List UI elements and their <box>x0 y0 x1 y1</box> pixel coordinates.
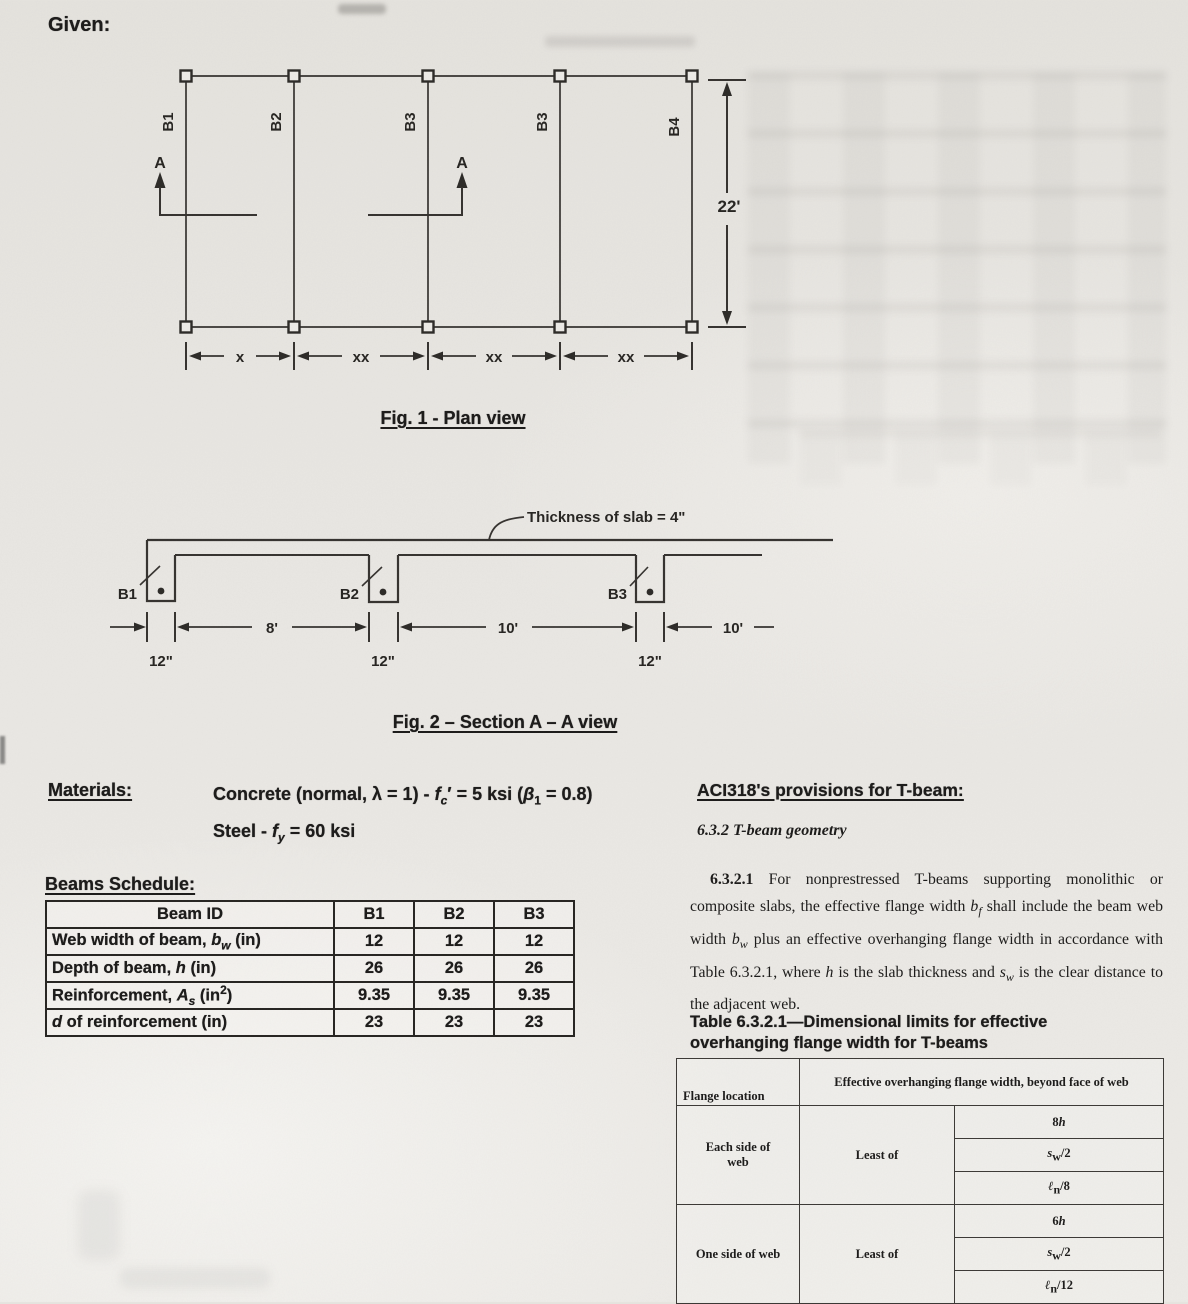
section-marker-a: A <box>456 155 468 172</box>
table-row-d <box>46 1009 574 1036</box>
col-header-b2: B2 <box>414 901 494 928</box>
row-label: Depth of beam, h (in) <box>46 955 334 982</box>
cell-value: 26 <box>334 955 414 982</box>
thickness-callout <box>489 509 685 540</box>
beam-label-b4: B4 <box>666 117 683 137</box>
fy-value: = 60 ksi <box>284 820 356 841</box>
row-label: Reinforcement, $A_s$ $(in^2)$ <box>46 982 334 1009</box>
thickness-note: Thickness of slab = 4" <box>527 509 686 526</box>
cell-value: 12 <box>334 928 414 955</box>
limit-sw2: $s_w/2$ <box>955 1238 1164 1271</box>
aci-row-one-side-1 <box>677 1205 1164 1238</box>
scan-artifact <box>800 430 1160 486</box>
fy-subscript: y <box>278 830 285 845</box>
aci-section-title: 6.3.2 T-beam geometry <box>697 822 847 839</box>
section-cut-left <box>154 155 257 215</box>
aci-table-caption <box>690 1012 1047 1054</box>
plan-height-dimension <box>708 80 746 327</box>
cell-value: 9.35 <box>334 982 414 1009</box>
table-row-web-width <box>46 928 574 955</box>
row-label: d of reinforcement (in) <box>46 1009 334 1036</box>
dim-label-x: x <box>235 349 245 366</box>
fy-symbol: f <box>272 820 279 841</box>
scan-artifact <box>748 72 1166 464</box>
materials-block <box>213 779 593 852</box>
section-dimensions <box>110 612 774 670</box>
aci-row-each-side-1 <box>677 1106 1164 1139</box>
concrete-text: Concrete (normal, λ = 1) - <box>213 784 435 804</box>
scan-artifact <box>0 736 5 764</box>
beam-label-b1: B1 <box>117 586 137 603</box>
beam-label-b3b: B3 <box>534 112 551 132</box>
cell-value: 23 <box>414 1009 494 1036</box>
scan-artifact <box>338 4 386 14</box>
fc-value: ′ = 5 ksi ( <box>447 784 524 804</box>
beam-label-b2: B2 <box>339 586 359 603</box>
aci-table-6321 <box>676 1058 1164 1304</box>
cell-value: 23 <box>494 1009 574 1036</box>
limit-8h: 8h <box>955 1106 1164 1139</box>
flange-location-header: Flange location <box>677 1059 800 1106</box>
caption-line-2: overhanging flange width for T-beams <box>690 1034 988 1052</box>
beam-id-header: Beam ID <box>46 901 334 928</box>
col-header-b3: B3 <box>494 901 574 928</box>
dim-label-10ft-right: 10' <box>722 620 744 637</box>
dim-label-12in-b1: 12" <box>149 653 173 670</box>
dim-label-8ft: 8' <box>266 620 278 637</box>
cell-value: 12 <box>414 928 494 955</box>
cell-value: 26 <box>494 955 574 982</box>
plan-beam-labels <box>160 112 683 136</box>
table-row-depth <box>46 955 574 982</box>
cell-value: 26 <box>414 955 494 982</box>
cell-value: 9.35 <box>494 982 574 1009</box>
location-one-side: One side of web <box>677 1205 800 1304</box>
col-header-b1: B1 <box>334 901 414 928</box>
section-marker-a: A <box>154 155 166 172</box>
beams-schedule-table <box>45 900 575 1037</box>
materials-steel-line <box>213 816 593 853</box>
beam-label-b3: B3 <box>607 586 627 603</box>
beams-schedule-heading: Beams Schedule: <box>45 874 196 894</box>
fc-symbol: f <box>434 784 441 804</box>
fig2-caption: Fig. 2 – Section A – A view <box>392 712 618 732</box>
dim-label-xx3: xx <box>617 349 635 366</box>
scan-artifact <box>120 1268 270 1288</box>
section-cut-right <box>368 155 468 215</box>
dim-label-10ft: 10' <box>497 620 519 637</box>
aci-table-header-row <box>677 1059 1164 1106</box>
plan-span-dimensions <box>186 342 692 370</box>
aci-paragraph: 6.3.2.1 For nonprestressed T-beams supporting monolithic or composite slabs, the effective flange width $b_f$ shall include the beam web width $b_w$ plus an effective overhanging flange width in accordance with Table 6.3.2.1, where h is the slab thickness and $s_w$ is the clear distance to the adjacent web. <box>690 871 1163 1014</box>
materials-concrete-line <box>213 779 593 816</box>
dim-label-xx1: xx <box>352 349 370 366</box>
limit-ln8: ℓ$_n$/8 <box>955 1172 1164 1205</box>
limit-sw2: $s_w/2$ <box>955 1139 1164 1172</box>
table-header-row <box>46 901 574 928</box>
scan-artifact <box>545 36 695 47</box>
limit-ln12: ℓ$_n$/12 <box>955 1271 1164 1304</box>
clause-number: 6.3.2.1 <box>710 871 769 888</box>
caption-line-1: Table 6.3.2.1—Dimensional limits for effective <box>690 1013 1048 1031</box>
limit-6h: 6h <box>955 1205 1164 1238</box>
location-each-side: Each side of web <box>677 1106 800 1205</box>
beam-label-b3: B3 <box>402 112 419 132</box>
aci-heading: ACI318's provisions for T-beam: <box>697 780 964 800</box>
fig1-plan-drawing <box>140 60 760 380</box>
fig2-section-drawing <box>40 495 890 685</box>
dim-label-12in-b3: 12" <box>638 653 662 670</box>
given-label: Given: <box>48 14 111 36</box>
rule-least-of: Least of <box>800 1205 955 1304</box>
scan-artifact <box>78 1190 120 1260</box>
table-row-reinforcement <box>46 982 574 1009</box>
beta-symbol: β <box>523 784 535 804</box>
plan-beam-lines <box>186 76 692 327</box>
materials-heading: Materials: <box>48 780 133 800</box>
dim-label-12in-b2: 12" <box>371 653 395 670</box>
rebar-dot <box>158 588 165 595</box>
plan-columns <box>181 71 698 333</box>
fig1-caption: Fig. 1 - Plan view <box>380 408 526 428</box>
steel-text: Steel - <box>213 820 273 841</box>
section-beam-labels <box>118 566 648 603</box>
beta-subscript: 1 <box>534 793 541 808</box>
rebar-dot <box>647 589 654 596</box>
dim-label-xx2: xx <box>485 349 503 366</box>
section-slab-and-stems <box>147 540 833 602</box>
rule-least-of: Least of <box>800 1106 955 1205</box>
beam-label-b2: B2 <box>268 112 285 132</box>
dim-label-22ft: 22' <box>717 197 741 216</box>
row-label: Web width of beam, $b_w$ (in) <box>46 928 334 955</box>
cell-value: 12 <box>494 928 574 955</box>
beta-value: = 0.8) <box>540 784 593 804</box>
cell-value: 9.35 <box>414 982 494 1009</box>
fc-subscript: c <box>440 793 448 808</box>
beam-label-b1: B1 <box>160 112 177 132</box>
rebar-dot <box>380 589 387 596</box>
effective-width-header: Effective overhanging flange width, beyond face of web <box>800 1059 1164 1106</box>
cell-value: 23 <box>334 1009 414 1036</box>
